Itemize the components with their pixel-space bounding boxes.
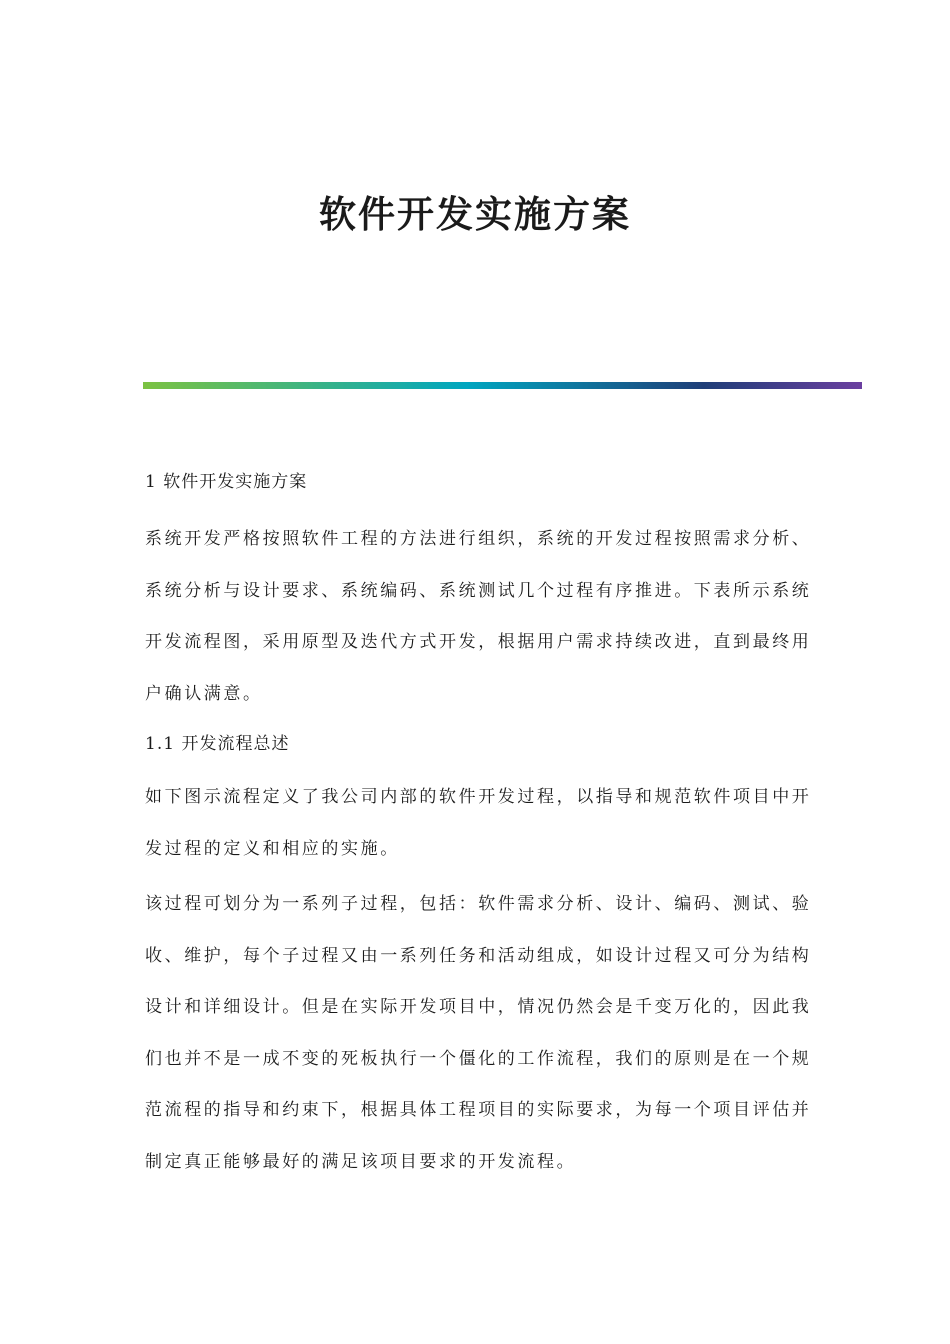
text-line: 制定真正能够最好的满足该项目要求的开发流程。	[145, 1151, 577, 1172]
gradient-divider	[143, 382, 862, 389]
document-title: 软件开发实施方案	[319, 193, 631, 236]
text-line: 系统开发严格按照软件工程的方法进行组织，系统的开发过程按照需求分析、	[145, 529, 812, 549]
section-heading-1: 1 软件开发实施方案	[145, 472, 308, 492]
text-line: 户确认满意。	[145, 683, 263, 704]
body-paragraph	[145, 879, 812, 1188]
body-paragraph	[145, 772, 812, 875]
text-line: 范流程的指导和约束下，根据具体工程项目的实际要求，为每一个项目评估并	[145, 1100, 812, 1120]
text-line: 收、维护，每个子过程又由一系列任务和活动组成，如设计过程又可分为结构	[145, 945, 812, 966]
section-heading-1-1: 1.1 开发流程总述	[145, 734, 290, 754]
text-line: 如下图示流程定义了我公司内部的软件开发过程，以指导和规范软件项目中开	[145, 787, 812, 807]
text-line: 设计和详细设计。但是在实际开发项目中，情况仍然会是千变万化的，因此我	[145, 997, 812, 1017]
text-line: 系统分析与设计要求、系统编码、系统测试几个过程有序推进。下表所示系统	[145, 580, 812, 601]
document-body	[145, 462, 812, 1192]
text-line: 开发流程图，采用原型及迭代方式开发，根据用户需求持续改进，直到最终用	[145, 632, 812, 652]
text-line: 发过程的定义和相应的实施。	[145, 838, 400, 859]
text-line: 们也并不是一成不变的死板执行一个僵化的工作流程，我们的原则是在一个规	[145, 1048, 812, 1069]
body-paragraph	[145, 514, 812, 720]
text-line: 该过程可划分为一系列子过程，包括：软件需求分析、设计、编码、测试、验	[145, 894, 812, 914]
